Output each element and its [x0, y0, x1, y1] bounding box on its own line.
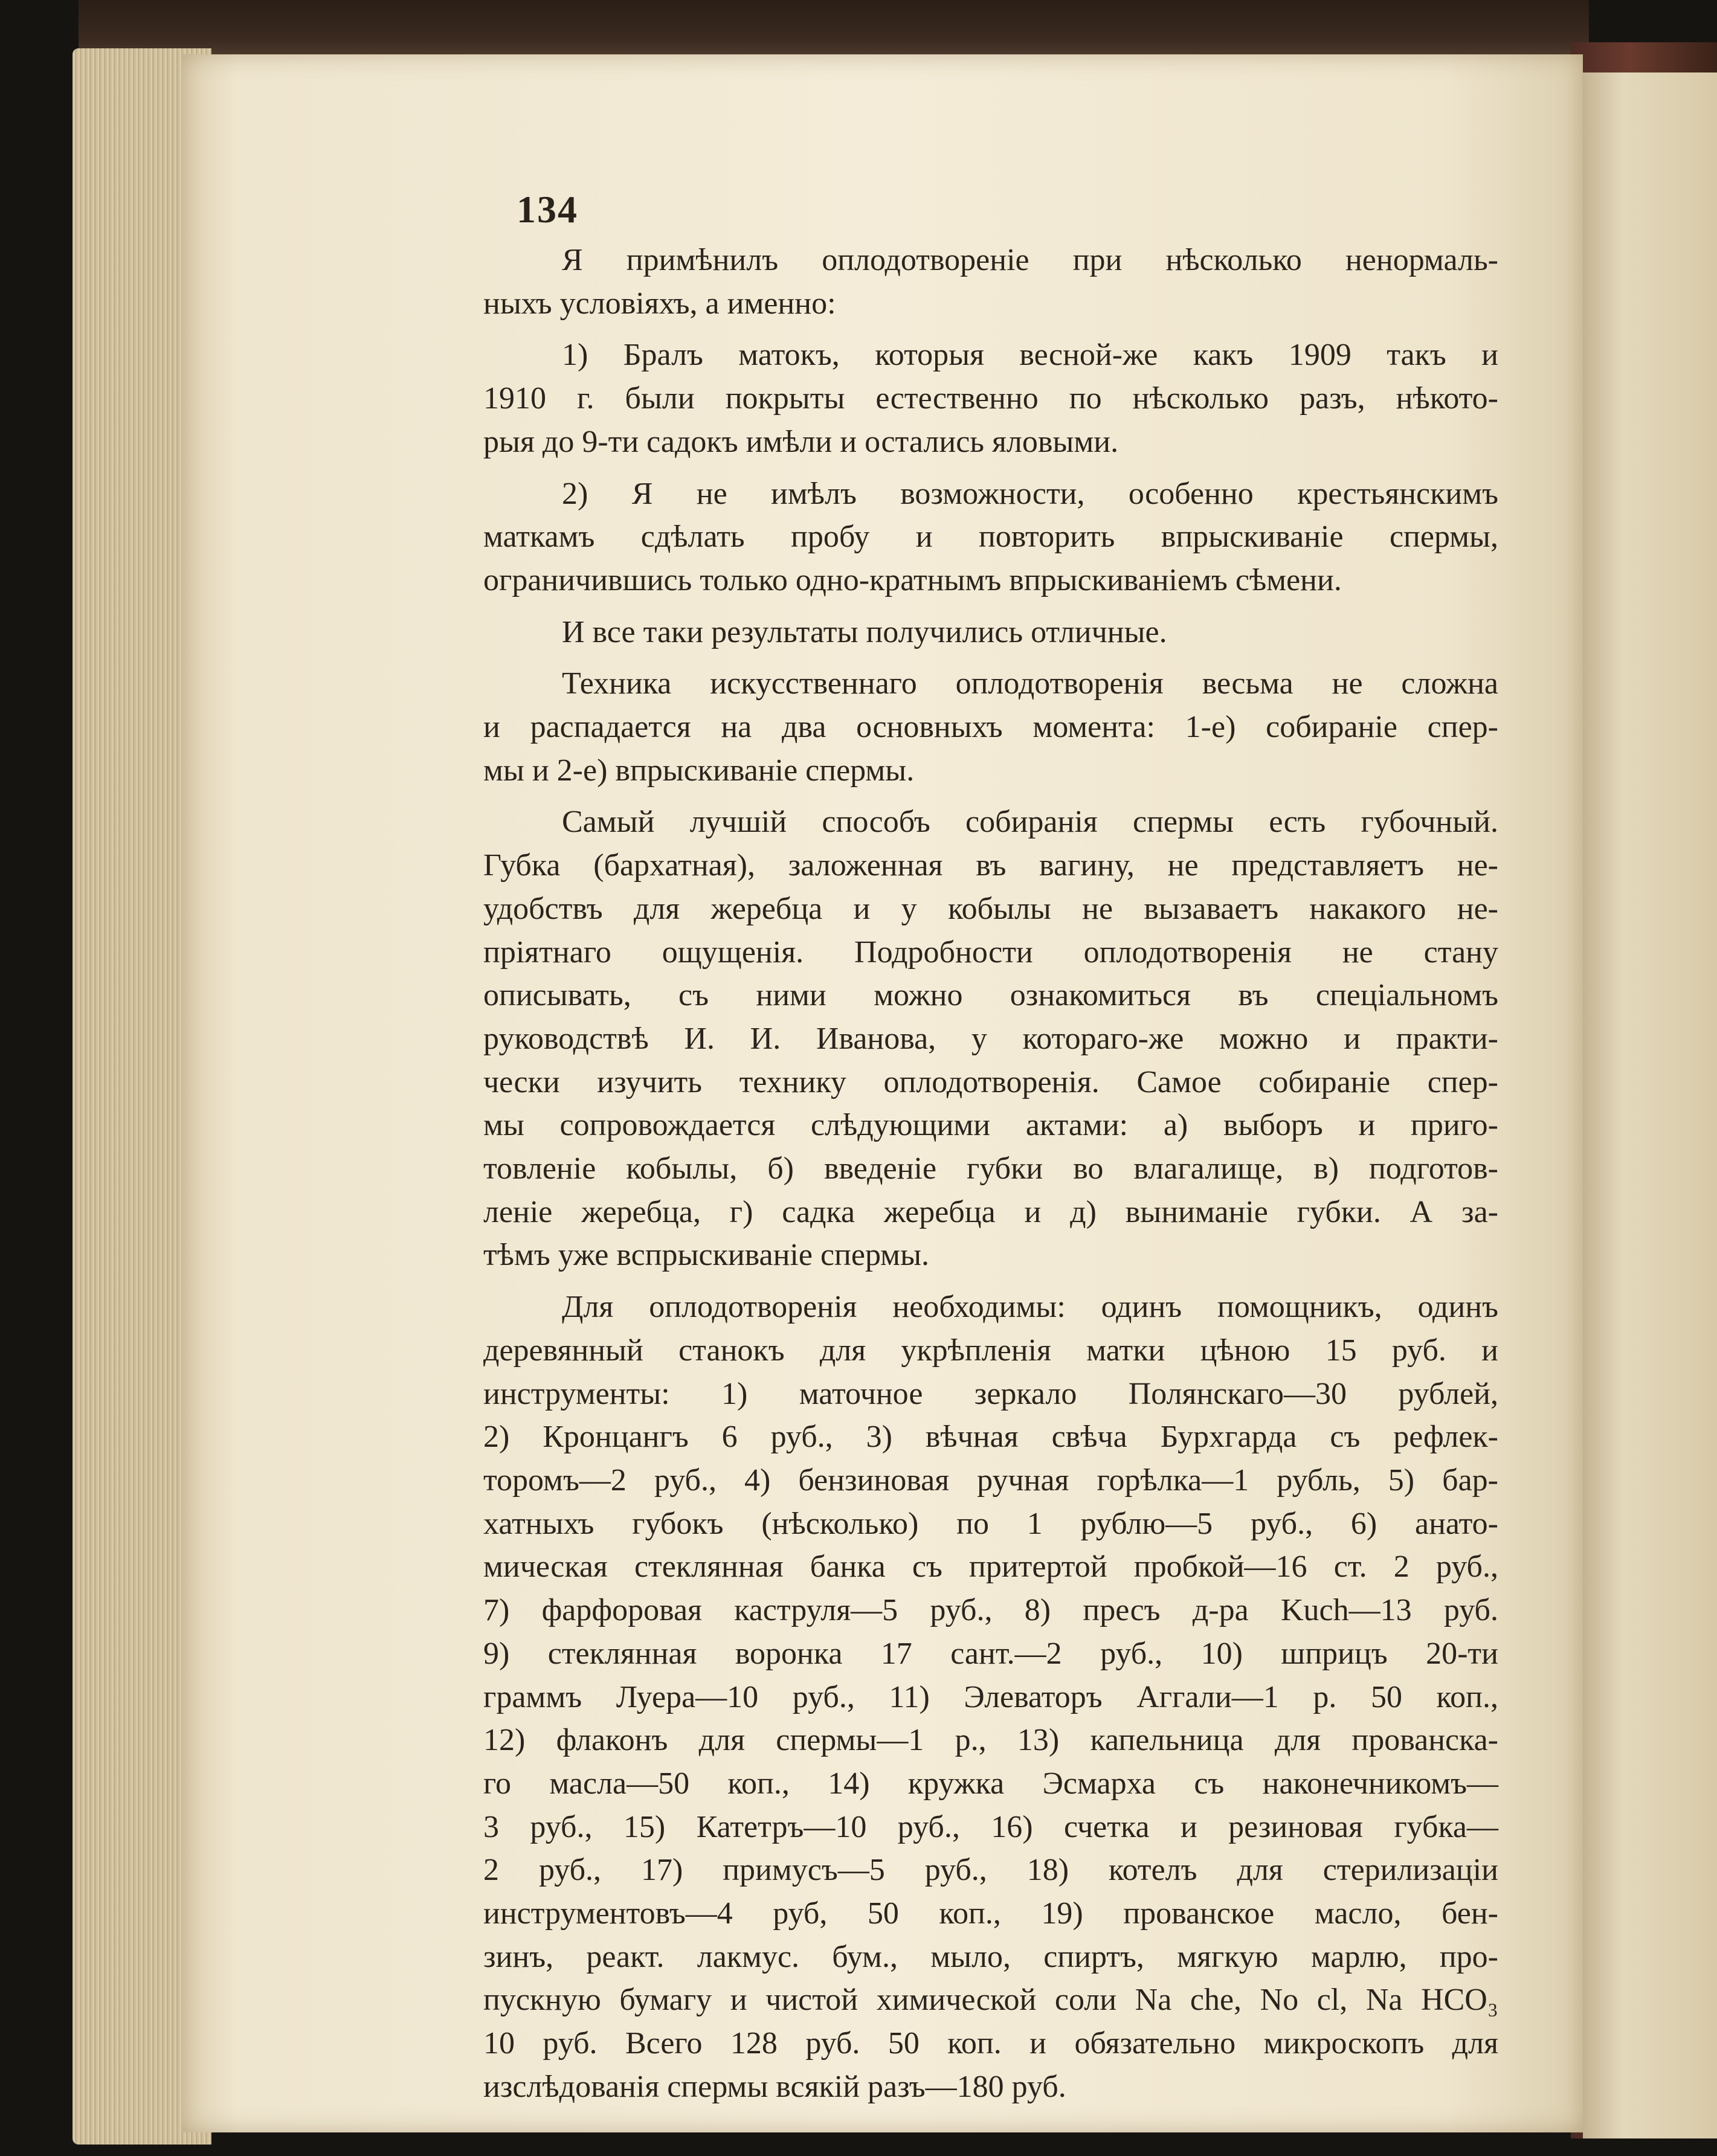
- facing-page-edge: [1583, 72, 1717, 2138]
- text-line: мы сопровождается слѣдующими актами: а) выборъ и приго-: [483, 1108, 1498, 1143]
- text-line: Самый лучшій способъ собиранія спермы есть губочный.: [562, 805, 1498, 840]
- text-line: го масла—50 коп., 14) кружка Эсмарха съ наконечникомъ—: [483, 1766, 1498, 1801]
- text-line: 7) фарфоровая каструля—5 руб., 8) пресъ д-ра Kuch—13 руб.: [483, 1593, 1498, 1628]
- paragraph: [483, 239, 1498, 325]
- text-line: Для оплодотворенія необходимы: одинъ помощникъ, одинъ: [562, 1290, 1498, 1325]
- text-line: мы и 2-е) впрыскиваніе спермы.: [483, 753, 915, 788]
- text-line: чески изучить технику оплодотворенія. Самое собираніе спер-: [483, 1064, 1498, 1099]
- text-line: инструментовъ—4 руб, 50 коп., 19) прованское масло, бен-: [483, 1896, 1498, 1931]
- text-line: тѣмъ уже вспрыскиваніе спермы.: [483, 1238, 930, 1273]
- text-line: пріятнаго ощущенія. Подробности оплодотворенія не стану: [483, 935, 1498, 970]
- text-line: и распадается на два основныхъ момента: 1-е) собираніе спер-: [483, 710, 1498, 745]
- text-line: хатныхъ губокъ (нѣсколько) по 1 рублю—5 руб., 6) анато-: [483, 1506, 1498, 1541]
- text-line: 2) Я не имѣлъ возможности, особенно крестьянскимъ: [562, 476, 1498, 511]
- text-line: Губка (бархатная), заложенная въ вагину, не представляетъ не-: [483, 848, 1498, 883]
- paragraph: [483, 1286, 1498, 2108]
- text-line: ограничившись только одно-кратнымъ впрыскиваніемъ сѣмени.: [483, 562, 1342, 597]
- paragraph: [483, 662, 1498, 792]
- page-number: 134: [517, 188, 578, 231]
- text-line: граммъ Луера—10 руб., 11) Элеваторъ Аггали—1 р. 50 коп.,: [483, 1679, 1498, 1714]
- text-line: описывать, съ ними можно ознакомиться въ спеціальномъ: [483, 978, 1498, 1013]
- text-line: 3 руб., 15) Катетръ—10 руб., 16) счетка и резиновая губка—: [483, 1809, 1498, 1844]
- page-text: [483, 239, 1498, 2117]
- paragraph: [483, 800, 1498, 1277]
- text-line: удобствъ для жеребца и у кобылы не вызаваетъ накакого не-: [483, 891, 1498, 926]
- paragraph: [483, 333, 1498, 463]
- paragraph: [483, 472, 1498, 602]
- text-line: ныхъ условіяхъ, а именно:: [483, 286, 836, 321]
- text-line: маткамъ сдѣлать пробу и повторить впрыскиваніе спермы,: [483, 520, 1498, 555]
- text-line: 10 руб. Всего 128 руб. 50 коп. и обязательно микроскопъ для: [483, 2026, 1498, 2061]
- text-line: мическая стеклянная банка съ притертой пробкой—16 ст. 2 руб.,: [483, 1549, 1498, 1585]
- text-line: торомъ—2 руб., 4) бензиновая ручная горѣлка—1 рубль, 5) бар-: [483, 1463, 1498, 1498]
- text-line: 1) Бралъ матокъ, которыя весной-же какъ 1909 такъ и: [562, 338, 1498, 373]
- text-line: товленіе кобылы, б) введеніе губки во влагалище, в) подготов-: [483, 1151, 1498, 1186]
- text-line: 2) Кронцангъ 6 руб., 3) вѣчная свѣча Бурхгарда съ рефлек-: [483, 1420, 1498, 1455]
- text-line: 2 руб., 17) примусъ—5 руб., 18) котелъ для стерилизаціи: [483, 1853, 1498, 1888]
- text-line: инструменты: 1) маточное зеркало Полянскаго—30 рублей,: [483, 1376, 1498, 1411]
- text-line: рыя до 9-ти садокъ имѣли и остались яловыми.: [483, 424, 1119, 459]
- text-line: 1910 г. были покрыты естественно по нѣсколько разъ, нѣкото-: [483, 381, 1498, 416]
- text-line: леніе жеребца, г) садка жеребца и д) выниманіе губки. А за-: [483, 1194, 1498, 1229]
- text-line: 9) стеклянная воронка 17 сант.—2 руб., 10) шприцъ 20-ти: [483, 1636, 1498, 1671]
- text-line: изслѣдованія спермы всякій разъ—180 руб.: [483, 2069, 1066, 2104]
- paragraph: [483, 611, 1498, 654]
- text-line: пускную бумагу и чистой химической соли Na che, No cl, Na HCO₃: [483, 1983, 1498, 2018]
- text-line: зинъ, реакт. лакмус. бум., мыло, спиртъ, мягкую марлю, про-: [483, 1939, 1498, 1974]
- text-line: деревянный станокъ для укрѣпленія матки цѣною 15 руб. и: [483, 1333, 1498, 1368]
- text-line: руководствѣ И. И. Иванова, у котораго-же можно и практи-: [483, 1021, 1498, 1056]
- text-line: Техника искусственнаго оплодотворенія весьма не сложна: [562, 666, 1498, 701]
- text-line: Я примѣнилъ оплодотвореніе при нѣсколько ненормаль-: [562, 243, 1498, 277]
- text-line: 12) флаконъ для спермы—1 р., 13) капельница для прованска-: [483, 1723, 1498, 1758]
- text-line: И все таки результаты получились отличные.: [562, 614, 1167, 649]
